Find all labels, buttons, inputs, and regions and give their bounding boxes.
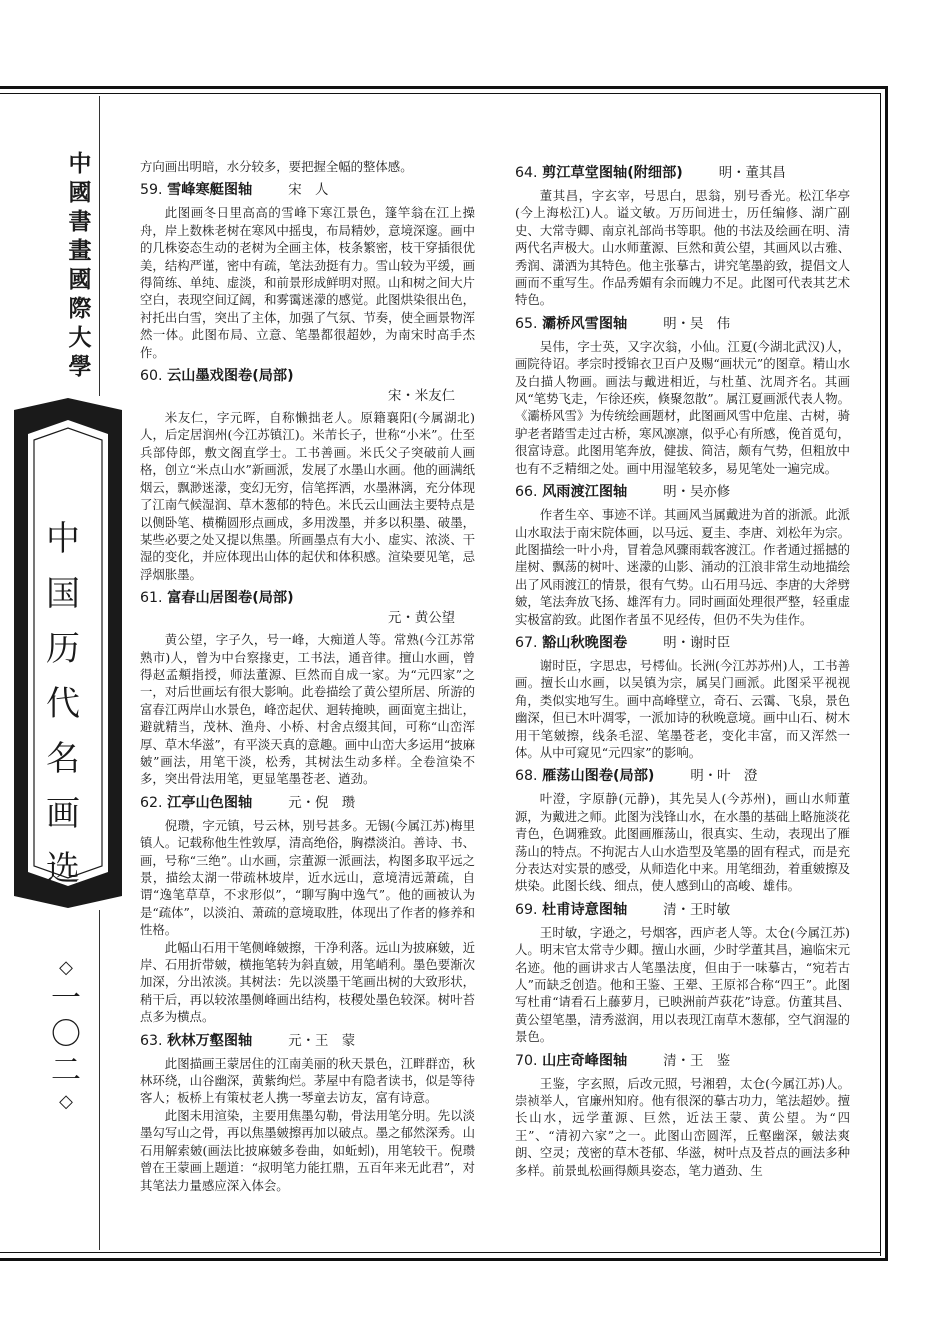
entry-number: 63.: [140, 1032, 163, 1049]
entry-heading: [140, 366, 475, 386]
entry-title: 雁荡山图卷(局部): [542, 768, 655, 785]
entry-number: 64.: [515, 165, 538, 181]
entry-artist: 宋 人: [288, 183, 329, 199]
entry-heading: [140, 180, 475, 201]
body-paragraph: 米友仁，字元晖，自称懒拙老人。原籍襄阳(今属湖北)人，后定居润州(今江苏镇江)。米芾长子，世称“小米”。仕至兵部侍郎，敷文阁直学士。工书善画。米氏父子突破前人画格，创立“米点山水”新画派，发展了水墨山水画。他的画满纸烟云，飘渺迷濛，变幻无穷，信笔挥洒，水墨淋漓，充分体现了江南气候湿润、草木葱郁的特色。米氏云山画法主要特点是以侧卧笔、横椭圆形点画成，多用泼墨，并多以积墨、破墨，某些必要之处又提以焦墨。所画墨点有大小、虚实、浓淡、干湿的变化，并应体现出山体的起伏和体积感。渲染要见笔，忌浮烟胀墨。: [140, 410, 475, 582]
spine-title: 中 國 書 畫 國 際 大 學: [68, 151, 92, 380]
frame-bottom-inner-rule: [0, 1252, 881, 1253]
right-text-column: [515, 158, 850, 1179]
diamond-ornament-icon: ◇: [59, 1091, 73, 1112]
entry-heading: [515, 163, 850, 184]
entry-title: 雪峰寒艇图轴: [167, 182, 253, 199]
entry-artist: 清・王时敏: [663, 902, 731, 918]
entry-artist: 明・董其昌: [718, 166, 786, 181]
entry-number: 66.: [515, 484, 538, 501]
page-number: ◇ 一 〇 二 ◇: [46, 955, 86, 1115]
entry-artist: 明・谢时臣: [663, 635, 731, 651]
entry-artist: 元・王 蒙: [288, 1033, 356, 1049]
body-paragraph: 此幅山石用干笔侧峰皴擦，干净利落。远山为披麻皴，近岸、石用折带皴，横拖笔转为斜直皴，用笔峭利。墨色要渐次加深，分出浓淡。其树法：先以淡墨干笔画出树的大致形状，稍干后，再以较浓墨侧峰画出结构，枝稷处墨色较深。树叶苔点多为横点。: [140, 939, 475, 1025]
entry-number: 70.: [515, 1052, 538, 1069]
entry-artist: 元・倪 瓒: [288, 795, 356, 811]
entry-artist: 清・王 鉴: [663, 1053, 731, 1069]
entry-title: 剪江草堂图轴(附细部): [542, 165, 683, 181]
entry-heading: [515, 900, 850, 921]
frame-top-inner-rule: [0, 93, 881, 94]
entry-artist: 宋・米友仁: [388, 389, 455, 405]
entry-heading: [515, 482, 850, 503]
entry-artist: 明・吴 伟: [663, 316, 731, 332]
frame-right-rule: [885, 86, 888, 1261]
body-paragraph: 此图描画王蒙居住的江南美丽的秋天景色，江畔群峦，秋林环绕，山谷幽深，黄紫绚烂。茅屋中有隐者读书，似是等待客人；板桥上有策杖老人携一琴童去访友，富有诗意。: [140, 1055, 475, 1106]
entry-number: 60.: [140, 368, 163, 385]
left-text-column: [140, 158, 475, 1194]
entry-title: 风雨渡江图轴: [542, 484, 628, 501]
entry-artist: 元・黄公望: [388, 611, 455, 627]
entry-title: 秋林万壑图轴: [167, 1032, 253, 1049]
entry-title: 灞桥风雪图轴: [542, 315, 628, 332]
entry-heading: [515, 766, 850, 787]
body-paragraph: 作者生卒、事迹不详。其画风当属戴进为首的浙派。此派山水取法于南宋院体画，以马远、夏圭、李唐、刘松年为宗。此图描绘一叶小舟，冒着急风骤雨载客渡江。作者通过摇撼的崖树、飘荡的树叶、迷濛的山影、涌动的江浪非常生动地描绘出了风雨渡江的情景，很有气势。山石用马远、李唐的大斧劈皴，笔法奔放飞扬、雄浑有力。同时画面处理很严整，轻重虚实极富韵致。此图作者虽不见经传，但仍不失为佳作。: [515, 507, 850, 627]
frame-right-inner-rule: [880, 93, 881, 1256]
entry-number: 59.: [140, 182, 163, 199]
entry-title: 山庄奇峰图轴: [542, 1052, 628, 1069]
entry-artist: 明・叶 澄: [690, 769, 758, 785]
spine-rule-top: [99, 96, 100, 396]
entry-heading: [140, 793, 475, 814]
body-paragraph: 叶澄，字原静(元静)，其先吴人(今苏州)，画山水师董源，为戴进之师。此图为浅锋山水，在水墨的基础上略施淡花青色，色调雅致。此图画雁荡山，很真实、生动，表现出了雁荡山的特点。不拘泥古人山水造型及笔墨的固有程式，而是充分表达对实景的感受，从师造化中来。用笔细劲，着重皴擦及烘染。此图长线、细点，使人感到山的高峻、雄伟。: [515, 791, 850, 894]
entry-number: 69.: [515, 901, 538, 918]
entry-heading: [515, 633, 850, 654]
entry-title: 富春山居图卷(局部): [167, 590, 294, 607]
entry-number: 61.: [140, 590, 163, 607]
entry-title: 江亭山色图轴: [167, 794, 253, 811]
body-paragraph: 黄公望，字子久，号一峰，大痴道人等。常熟(今江苏常熟市)人，曾为中台察掾吏，工书法，通音律。擅山水画，曾得赵孟頫指授，师法董源、巨然而自成一家。为“元四家”之一，对后世画坛有很大影响。此卷描绘了黄公望所居、所游的富春江两岸山水景色，峰峦起伏、迴转掩映，画面宽主拙让，避就精当，茂林、渔舟、小桥、村舍点缀其间，可称“山峦浑厚、草木华滋”，有平淡天真的意趣。画中山峦大多运用“披麻皴”画法，用笔干淡，松秀，其树法生动多样。全卷渲染不多，突出骨法用笔，更显笔墨苍老、遒劲。: [140, 632, 475, 787]
body-paragraph: 此图画冬日里高高的雪峰下寒江景色，篷竿翁在江上操舟，岸上数株老树在寒风中摇曳，布局精妙，意境深邃。画中的几株姿态生动的老树为全画主体，枝条繁密，枝干穿插很优美，结构严谨，密中有疏，笔法劲挺有力。雪山较为平缓，画得简练、单纯、虚淡，和前景形成鲜明对照。山和树之间大片空白，表现空间辽阔，和雾霭迷濛的感觉。此图烘染很出色，衬托出白雪，突出了主体，加强了气氛、节奏，使全画景物浑然一体。此图布局、立意、笔墨都很超妙，为南宋时高手杰作。: [140, 205, 475, 360]
entry-heading: [515, 314, 850, 335]
entry-artist: 明・吴亦修: [663, 485, 731, 501]
diamond-ornament-icon: ◇: [59, 957, 73, 978]
body-paragraph: 谢时臣，字思忠，号樗仙。长洲(今江苏苏州)人，工书善画。擅长山水画，以吴镇为宗，属吴门画派。此图采平视视角，类似实地写生。画中高峰壁立，奇石、云霭、飞泉，景色幽深，但已木叶凋零，一派加诗的秋晚意境。画中山石、树木用干笔皴擦，线条毛涩、笔墨苍老，变化丰富，而又浑然一体。从中可窥见“元四家”的影响。: [515, 657, 850, 760]
entry-number: 68.: [515, 768, 538, 785]
body-paragraph: 方向画出明暗，水分较多，要把握全幅的整体感。: [140, 159, 413, 174]
entry-heading: [140, 1031, 475, 1052]
body-paragraph: 董其昌，字玄宰，号思白，思翁，别号香光。松江华亭(今上海松江)人。谥文敏。万历间进士，历任编修、湖广副史、大常寺卿、南京礼部尚书等职。他的书法及绘画在明、清两代名声极大。山水师董源、巨然和黄公望，其画风以古雅、秀润、潇洒为其特色。他主张摹古，讲究笔墨韵致，提倡文人画而不重写生。作品秀媚有余而魄力不足。此图可代表其艺术特色。: [515, 188, 850, 308]
entry-title: 云山墨戏图卷(局部): [167, 368, 294, 385]
body-paragraph: 王鉴，字玄照，后改元照，号湘碧，太仓(今属江苏)人。崇祯举人，官廉州知府。他有很深的摹古功力，笔法超妙。擅长山水，远学董源、巨然，近法王蒙、黄公望。为“四王”、“清初六家”之一。此图山峦圆浑，丘壑幽深，皴法爽朗、空灵；茂密的草木苍郁、华滋，树叶点及苔点的画法多种多样。前景虬松画得颇具姿态，笔力遒劲、生: [515, 1075, 850, 1178]
body-paragraph: 吴伟，字士英，又字次翁，小仙。江夏(今湖北武汉)人，画院待诏。孝宗时授锦衣卫百户及赐“画状元”的图章。精山水及白描人物画。画法与戴进相近，与杜堇、沈周齐名。其画风“笔势飞走，乍徐还疾，倏聚忽散”。属江夏画派代表人物。《灞桥风雪》为传统绘画题材，此图画风雪中危崖、古树，骑驴老者踏雪走过古桥，寒风凛凛，似乎心有所感，俛首觅句，很富诗意。此图用笔奔放，健拔、简洁，颇有气势，但粗放中也有不乏精细之处。画中用湿笔较多，易见笔处一遍完成。: [515, 338, 850, 476]
frame-top-rule: [0, 86, 888, 89]
entry-title: 杜甫诗意图轴: [542, 901, 628, 918]
spine-rule-bottom: [99, 910, 100, 1250]
body-paragraph: 王时敏，字逊之，号烟客，西庐老人等。太仓(今属江苏)人。明末官太常寺少卿。擅山水画，少时学董其昌，遍临宋元名迹。他的画讲求古人笔墨法度，但由于一味摹古，“宛若古人”而缺乏创造。他和王鉴、王翚、王原祁合称“四王”。此图写杜甫“请看石上藤萝月，已映洲前芦荻花”诗意。仿董其昌、黄公望笔墨，清秀滋润，用以表现江南草木葱郁，空气润湿的景色。: [515, 924, 850, 1045]
entry-heading: [515, 1051, 850, 1072]
entry-heading: [140, 588, 475, 608]
body-paragraph: 此图未用渲染，主要用焦墨勾勒，骨法用笔分明。先以淡墨勾写山之骨，再以焦墨皴擦再加以破点。墨之郁然深秀。山石用解索皴(画法比披麻皴多卷曲，如蚯蚓)，用笔较干。倪瓒曾在王蒙画上题道：“叔明笔力能扛鼎，五百年来无此君”，对其笔法力量感应深入体会。: [140, 1107, 475, 1193]
frame-bottom-rule: [0, 1258, 888, 1261]
entry-number: 65.: [515, 315, 538, 332]
body-paragraph: 倪瓒，字元镇，号云林，别号甚多。无锡(今属江苏)梅里镇人。记载称他生性敦厚，清高绝俗，胸襟淡泊。善诗、书、画，号称“三绝”。山水画，宗董源一派画法，构图多取平远之景，描绘太湖一带疏林坡岸，近水远山，意境清远萧疏，自谓“逸笔草草，不求形似”，“聊写胸中逸气”。他的画被认为是“疏体”，以淡泊、萧疏的意境取胜，体现出了作者的修养和性格。: [140, 817, 475, 938]
entry-title: 豁山秋晚图卷: [542, 634, 628, 651]
entry-number: 62.: [140, 794, 163, 811]
entry-number: 67.: [515, 634, 538, 651]
book-title: 中 国 历 代 名 画 选: [46, 519, 80, 889]
